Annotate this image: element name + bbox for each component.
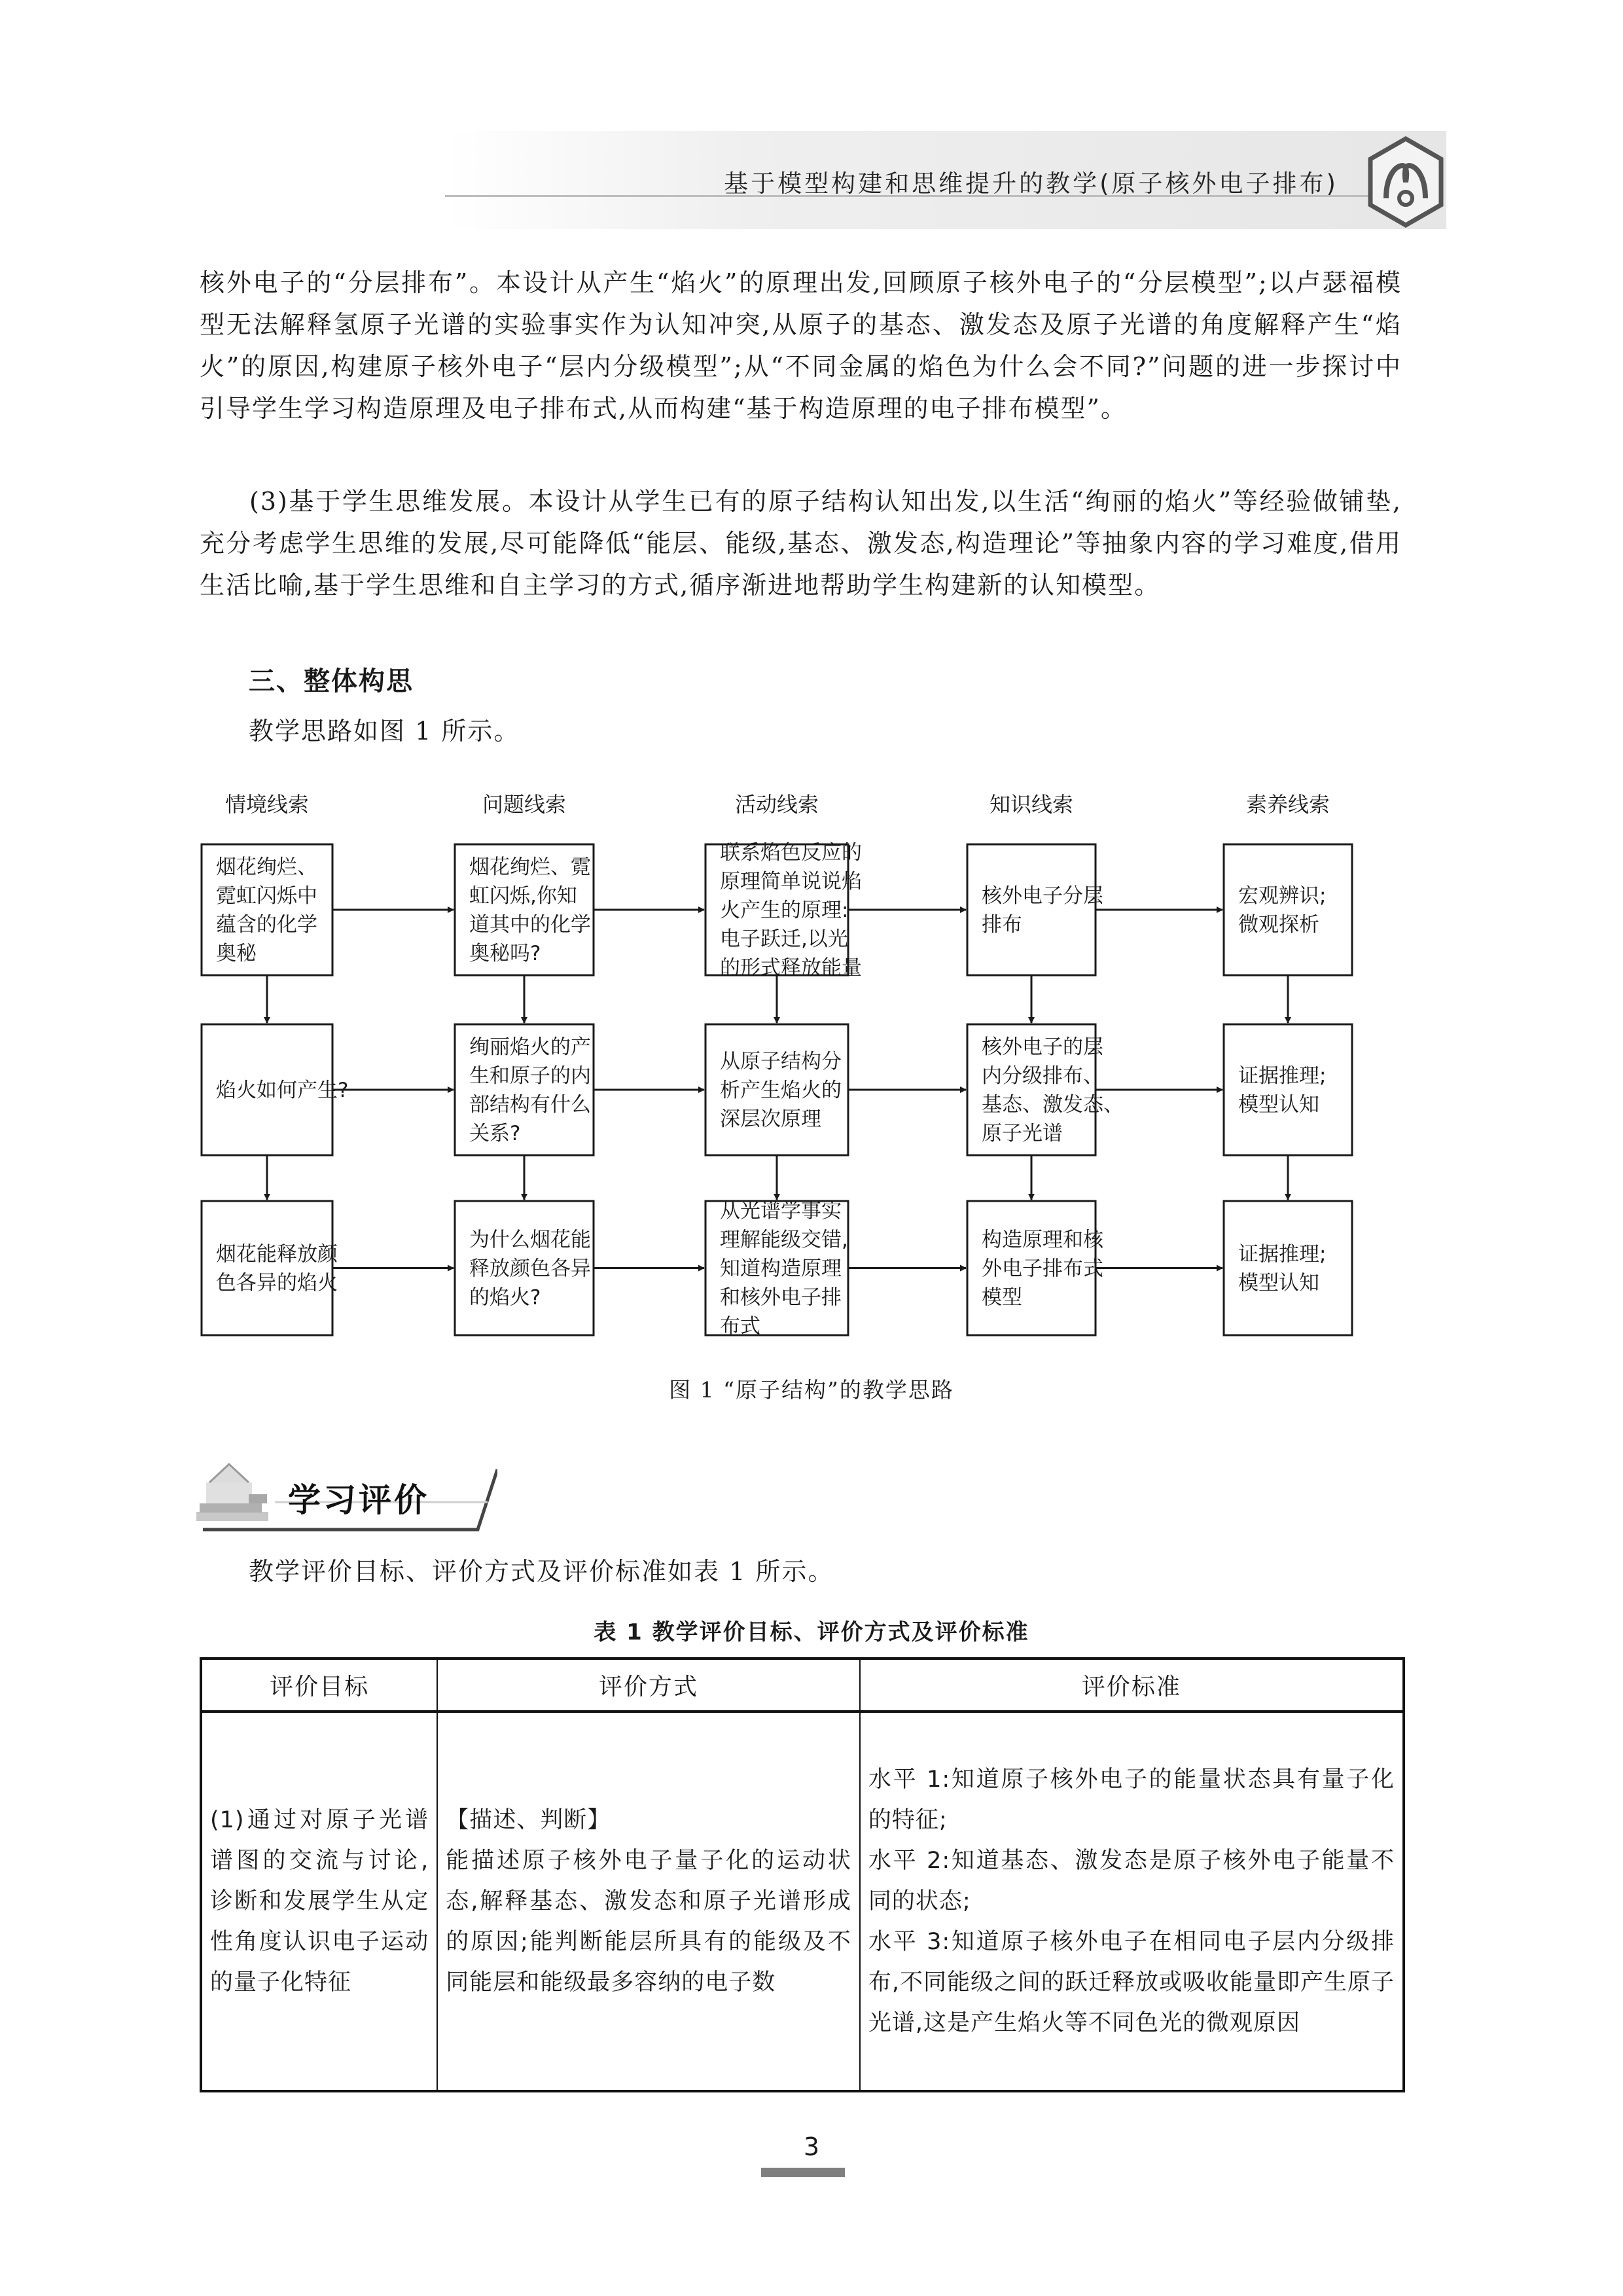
flow-box-text: 核外电子的层 (982, 1035, 1103, 1059)
flow-column-head: 情境线索 (224, 792, 310, 817)
flow-box-text: 奥秘 (216, 942, 257, 965)
flow-box-text: 焰火如何产生? (216, 1079, 349, 1102)
goal-cell: (1)通过对原子光谱谱图的交流与讨论,诊断和发展学生从定性角度认识电子运动的量子化特征 (201, 1712, 437, 2091)
body-paragraph-1: 核外电子的“分层排布”。本设计从产生“焰火”的原理出发,回顾原子核外电子的“分层模型”;以卢瑟福模型无法解释氢原子光谱的实验事实作为认知冲突,从原子的基态、激发态及原子光谱的角度解释产生“焰火”的原因,构建原子核外电子“层内分级模型”;从“不同金属的焰色为什么会不同?”问题的进一步探讨中引导学生学习构造原理及电子排布式,从而构建“基于构造原理的电子排布模型”。 (200, 268, 1402, 423)
evaluation-table (200, 1657, 1405, 2092)
table-caption: 表 1 教学评价目标、评价方式及评价标准 (594, 1619, 1029, 1645)
flow-box-text: 原子光谱 (982, 1122, 1063, 1145)
flow-box-text: 宏观辨识; (1238, 884, 1327, 908)
figure-caption: 图 1 “原子结构”的教学思路 (669, 1377, 954, 1403)
flow-box-text: 微观探析 (1238, 913, 1319, 937)
flow-column-head: 活动线索 (734, 792, 819, 817)
figure-intro-text: 教学思路如图 1 所示。 (249, 717, 520, 745)
header-method: 评价方式 (437, 1659, 860, 1712)
flow-box (455, 844, 594, 975)
flow-box-text: 布式 (720, 1314, 760, 1338)
body-paragraph-2: (3)基于学生思维发展。本设计从学生已有的原子结构认知出发,以生活“绚丽的焰火”等经验做铺垫,充分考虑学生思维的发展,尽可能降低“能层、能级,基态、激发态,构造理论”等抽象内容的学习难度,借用生活比喻,基于学生思维和自主学习的方式,循序渐进地帮助学生构建新的认知模型。 (200, 487, 1402, 600)
flow-box-text: 模型 (982, 1285, 1022, 1310)
standard-cell (860, 1712, 1404, 2091)
table-header-row (201, 1659, 1404, 1712)
section-heading: 三、整体构思 (249, 666, 414, 696)
flow-box-text: 外电子排布式 (982, 1257, 1103, 1281)
flow-box-text: 霓虹闪烁中 (216, 884, 317, 908)
flow-box (967, 844, 1103, 975)
flow-box-text: 内分级排布、 (982, 1064, 1103, 1088)
flow-box (455, 1201, 594, 1335)
header-goal: 评价目标 (201, 1659, 437, 1712)
flow-box (202, 1201, 338, 1335)
flow-box-text: 原理简单说说焰 (720, 870, 862, 893)
flow-box-text: 烟花绚烂、 (216, 855, 317, 879)
flow-box-text: 和核外电子排 (720, 1285, 842, 1310)
standard-level-1: 水平 1:知道原子核外电子的能量状态具有量子化的特征; (868, 1767, 1395, 1833)
flow-box-text: 基态、激发态、 (982, 1093, 1124, 1117)
flow-box-text: 奥秘吗? (469, 942, 541, 965)
flow-box-text: 析产生焰火的 (720, 1079, 842, 1102)
flow-box-text: 构造原理和核 (982, 1228, 1103, 1252)
flow-box-text: 生和原子的内 (469, 1064, 591, 1088)
method-title: 【描述、判断】 (446, 1807, 611, 1833)
flow-box-text: 部结构有什么 (469, 1093, 591, 1117)
flow-box-text: 模型认知 (1238, 1271, 1319, 1295)
flow-box-text: 证据推理; (1238, 1242, 1327, 1266)
method-cell (437, 1712, 860, 2091)
flow-column-head: 问题线索 (482, 792, 567, 817)
running-header-title: 基于模型构建和思维提升的教学(原子核外电子排布) (724, 170, 1338, 198)
flow-box-text: 核外电子分层 (982, 884, 1103, 908)
method-text: 能描述原子核外电子量子化的运动状态,解释基态、激发态和原子光谱形成的原因;能判断能层所具有的能级及不同能层和能级最多容纳的电子数 (446, 1848, 851, 1996)
page-number-bar (761, 2168, 845, 2177)
flow-box-text: 证据推理; (1238, 1064, 1327, 1088)
flow-box-text: 电子跃迁,以光 (720, 927, 848, 951)
flow-box-text: 理解能级交错, (720, 1228, 848, 1252)
flow-box-text: 从光谱学事实 (720, 1199, 842, 1223)
books-icon (196, 1464, 268, 1521)
flow-box (1224, 844, 1352, 975)
flow-box-text: 深层次原理 (720, 1107, 821, 1131)
flow-box-text: 关系? (469, 1122, 521, 1145)
flow-column-head: 知识线索 (989, 792, 1074, 817)
flow-box-text: 道其中的化学 (469, 913, 591, 937)
flow-box-text: 绚丽焰火的产 (469, 1035, 591, 1059)
flow-box-text: 蕴含的化学 (216, 913, 317, 937)
flow-box (705, 841, 862, 980)
flow-box (1224, 1024, 1352, 1155)
flow-box-text: 烟花绚烂、霓 (469, 855, 591, 879)
standard-level-3: 水平 3:知道原子核外电子在相同电子层内分级排布,不同能级之间的跃迁释放或吸收能量即产生原子光谱,这是产生焰火等不同色光的微观原因 (868, 1929, 1395, 2036)
flow-box (705, 1200, 848, 1338)
flow-column-head: 素养线索 (1245, 792, 1330, 817)
flow-box-text: 虹闪烁,你知 (469, 884, 577, 908)
flow-box (967, 1201, 1104, 1335)
page-number: 3 (803, 2132, 820, 2161)
flow-box-text: 排布 (982, 913, 1022, 937)
flow-box-text: 从原子结构分 (720, 1050, 842, 1073)
flow-box (1224, 1201, 1352, 1335)
flow-box-text: 色各异的焰火 (216, 1271, 338, 1295)
flow-box-text: 烟花能释放颜 (216, 1242, 338, 1266)
flow-box (705, 1024, 848, 1155)
flow-box (202, 1024, 348, 1155)
header-standard: 评价标准 (860, 1659, 1404, 1712)
flow-box-text: 的焰火? (469, 1285, 541, 1310)
learning-evaluation-intro: 教学评价目标、评价方式及评价标准如表 1 所示。 (249, 1557, 834, 1586)
flow-box (202, 844, 332, 975)
flow-box (455, 1024, 594, 1155)
flow-box-text: 的形式释放能量 (720, 956, 862, 980)
flow-box-text: 知道构造原理 (720, 1257, 842, 1281)
flow-box-text: 火产生的原理: (720, 899, 849, 922)
flow-box-text: 释放颜色各异 (469, 1257, 591, 1281)
flow-box-text: 为什么烟花能 (469, 1228, 591, 1252)
learning-evaluation-title: 学习评价 (288, 1481, 429, 1519)
flow-box-text: 模型认知 (1238, 1093, 1319, 1117)
standard-level-2: 水平 2:知道基态、激发态是原子核外电子能量不同的状态; (868, 1848, 1395, 1914)
flow-box-text: 联系焰色反应的 (720, 841, 862, 865)
table-row (201, 1712, 1404, 2091)
